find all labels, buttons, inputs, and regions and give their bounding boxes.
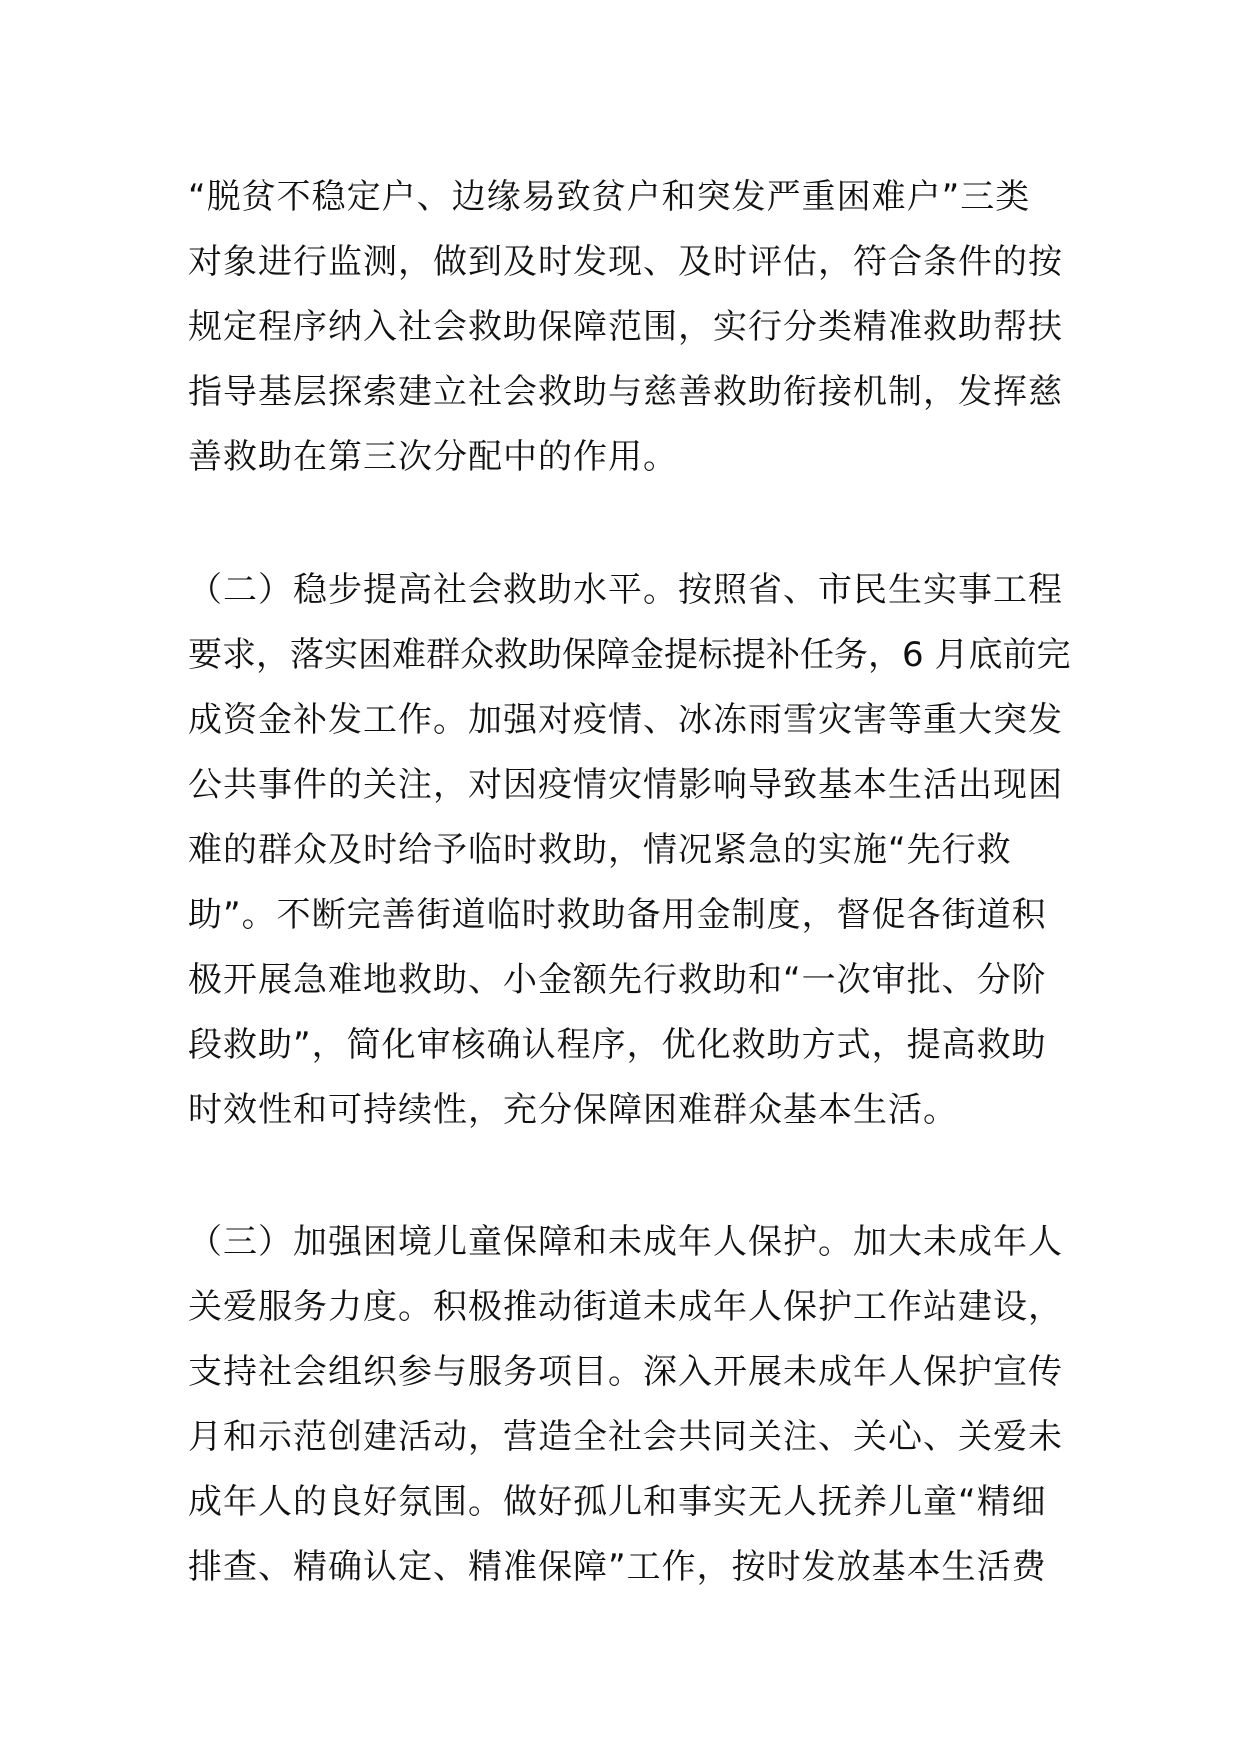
text-line: 成资金补发工作。加强对疫情、冰冻雨雪灾害等重大突发: [188, 700, 1063, 740]
text-line: 段救助”，简化审核确认程序，优化救助方式，提高救助: [188, 1025, 1047, 1065]
text-line: 难的群众及时给予临时救助，情况紧急的实施“先行救: [188, 830, 1012, 870]
text-line: 支持社会组织参与服务项目。深入开展未成年人保护宣传: [188, 1352, 1063, 1392]
section-heading-line: （三）加强困境儿童保障和未成年人保护。加大未成年人: [188, 1222, 1063, 1262]
text-line: 助”。不断完善街道临时救助备用金制度，督促各街道积: [188, 895, 1047, 935]
text-line: “脱贫不稳定户、边缘易致贫户和突发严重困难户”三类: [188, 177, 1031, 217]
text-line: 排查、精确认定、精准保障”工作，按时发放基本生活费: [188, 1547, 1047, 1587]
text-line: 成年人的良好氛围。做好孤儿和事实无人抚养儿童“精细: [188, 1482, 1047, 1522]
paragraph-child-protection: [188, 1210, 1063, 1600]
text-line: 规定程序纳入社会救助保障范围，实行分类精准救助帮扶: [188, 307, 1063, 347]
text-line: 月和示范创建活动，营造全社会共同关注、关心、关爱未: [188, 1417, 1063, 1457]
paragraph-monitoring: [188, 165, 1063, 490]
text-line: 极开展急难地救助、小金额先行救助和“一次审批、分阶: [188, 960, 1047, 1000]
section-heading-line: （二）稳步提高社会救助水平。按照省、市民生实事工程: [188, 570, 1063, 610]
text-line: 关爱服务力度。积极推动街道未成年人保护工作站建设，: [188, 1287, 1063, 1327]
text-line: 公共事件的关注，对因疫情灾情影响导致基本生活出现困: [188, 765, 1063, 805]
text-line: 对象进行监测，做到及时发现、及时评估，符合条件的按: [188, 242, 1063, 282]
text-line: 指导基层探索建立社会救助与慈善救助衔接机制，发挥慈: [188, 372, 1063, 412]
paragraph-social-assistance: [188, 558, 1071, 1143]
text-line: 要求，落实困难群众救助保障金提标提补任务，6 月底前完: [188, 635, 1071, 675]
text-line: 时效性和可持续性，充分保障困难群众基本生活。: [188, 1090, 958, 1130]
text-line: 善救助在第三次分配中的作用。: [188, 437, 678, 477]
